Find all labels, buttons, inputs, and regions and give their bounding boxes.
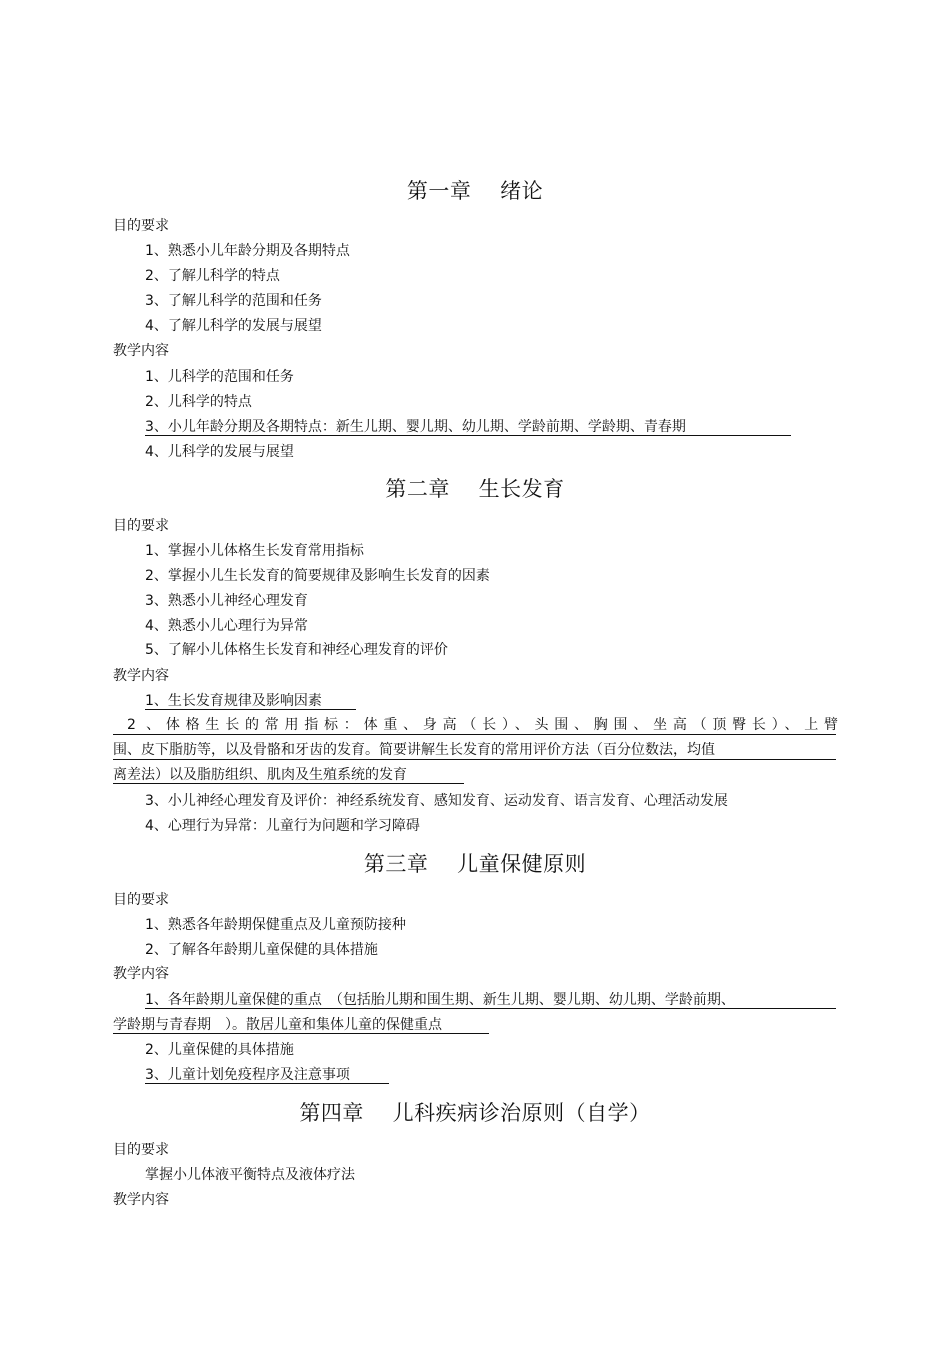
ch4-content-label: 教学内容 — [113, 1192, 169, 1208]
ch1-content-item: 3、小儿年龄分期及各期特点：新生儿期、婴儿期、幼儿期、学龄前期、学龄期、青春期 — [145, 419, 686, 435]
underline-rule — [113, 759, 836, 760]
underline-rule — [145, 1083, 389, 1084]
ch4-req-item: 掌握小儿体液平衡特点及液体疗法 — [145, 1167, 355, 1183]
ch1-content-item: 2、儿科学的特点 — [145, 394, 252, 410]
ch2-content-item: 2 、体格生长的常用指标：体重、身高（长）、头围、胸围、坐高（顶臀长）、上臂 — [127, 717, 838, 733]
underline-rule — [145, 435, 791, 436]
ch3-content-label: 教学内容 — [113, 966, 169, 982]
ch2-req-item: 5、了解小儿体格生长发育和神经心理发育的评价 — [145, 642, 448, 658]
ch2-content-label: 教学内容 — [113, 668, 169, 684]
underline-rule — [145, 709, 356, 710]
ch2-req-item: 2、掌握小儿生长发育的简要规律及影响生长发育的因素 — [145, 568, 490, 584]
ch3-req-label: 目的要求 — [113, 892, 169, 908]
ch1-content-item: 4、儿科学的发展与展望 — [145, 444, 294, 460]
ch2-req-item: 1、掌握小儿体格生长发育常用指标 — [145, 543, 364, 559]
ch1-req-item: 1、熟悉小儿年龄分期及各期特点 — [145, 243, 350, 259]
chapter-3-title: 第三章 儿童保健原则 — [363, 852, 587, 876]
ch3-content-item: 1、各年龄期儿童保健的重点 （包括胎儿期和围生期、新生儿期、婴儿期、幼儿期、学龄前期、 — [145, 992, 735, 1008]
ch1-req-item: 3、了解儿科学的范围和任务 — [145, 293, 322, 309]
underline-rule — [145, 1008, 836, 1009]
ch2-content-item: 离差法）以及脂肪组织、肌肉及生殖系统的发育 — [113, 767, 407, 783]
ch1-content-label: 教学内容 — [113, 343, 169, 359]
ch1-req-item: 4、了解儿科学的发展与展望 — [145, 318, 322, 334]
chapter-4-title: 第四章 儿科疾病诊治原则（自学） — [299, 1101, 651, 1125]
underline-rule — [113, 783, 464, 784]
ch2-req-item: 3、熟悉小儿神经心理发育 — [145, 593, 308, 609]
ch3-content-item: 学龄期与青春期 ）。散居儿童和集体儿童的保健重点 — [113, 1017, 442, 1033]
ch1-req-item: 2、了解儿科学的特点 — [145, 268, 280, 284]
ch2-content-item: 3、小儿神经心理发育及评价：神经系统发育、感知发育、运动发育、语言发育、心理活动发展 — [145, 793, 728, 809]
underline-rule — [113, 734, 836, 735]
ch2-req-item: 4、熟悉小儿心理行为异常 — [145, 618, 308, 634]
underline-rule — [113, 1033, 489, 1034]
ch4-req-label: 目的要求 — [113, 1142, 169, 1158]
ch3-req-item: 1、熟悉各年龄期保健重点及儿童预防接种 — [145, 917, 406, 933]
chapter-1-title: 第一章 绪论 — [406, 179, 544, 203]
chapter-2-title: 第二章 生长发育 — [385, 477, 565, 501]
ch3-req-item: 2、了解各年龄期儿童保健的具体措施 — [145, 942, 378, 958]
ch2-content-item: 1、生长发育规律及影响因素 — [145, 693, 322, 709]
ch2-content-item: 围、皮下脂肪等，以及骨骼和牙齿的发育。简要讲解生长发育的常用评价方法（百分位数法，均值 — [113, 742, 715, 758]
ch1-req-label: 目的要求 — [113, 218, 169, 234]
ch3-content-item: 2、儿童保健的具体措施 — [145, 1042, 294, 1058]
ch2-req-label: 目的要求 — [113, 518, 169, 534]
ch2-content-item: 4、心理行为异常：儿童行为问题和学习障碍 — [145, 818, 420, 834]
ch1-content-item: 1、儿科学的范围和任务 — [145, 369, 294, 385]
ch3-content-item: 3、儿童计划免疫程序及注意事项 — [145, 1067, 350, 1083]
